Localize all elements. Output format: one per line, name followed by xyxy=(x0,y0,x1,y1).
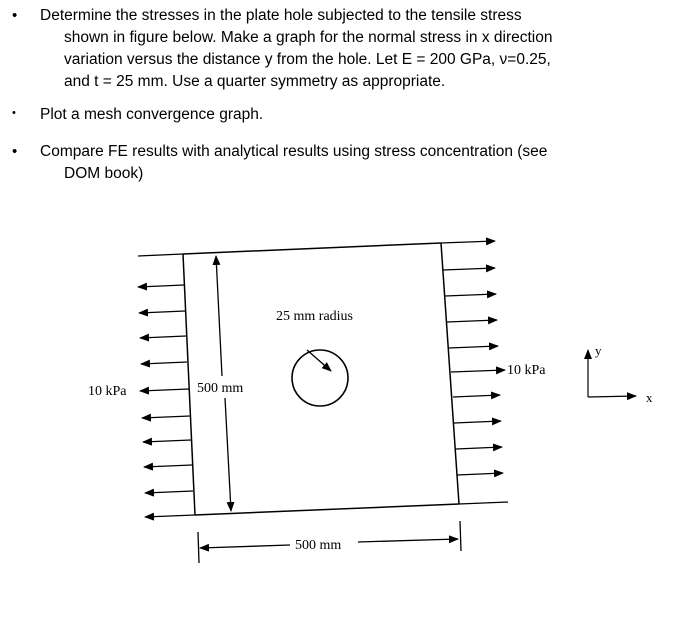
bullet-dot: • xyxy=(12,143,18,160)
text-line: and t = 25 mm. Use a quarter symmetry as appropriate. xyxy=(64,73,446,90)
text-line: Determine the stresses in the plate hole subjected to the tensile stress xyxy=(40,7,522,24)
text-line: variation versus the distance y from the hole. Let E = 200 GPa, ν=0.25, xyxy=(64,51,551,68)
plate-outline xyxy=(183,243,459,515)
bullet-dot: • xyxy=(12,107,16,119)
hole-circle xyxy=(292,350,348,406)
hole-radius-label: 25 mm radius xyxy=(276,309,353,324)
text-line: shown in figure below. Make a graph for the normal stress in x direction xyxy=(64,29,553,46)
text-line: Plot a mesh convergence graph. xyxy=(40,106,264,123)
left-load-label: 10 kPa xyxy=(88,384,127,399)
right-traction-arrows xyxy=(443,268,505,475)
hole-radius-leader xyxy=(307,350,331,371)
height-dimension-label: 500 mm xyxy=(197,381,244,396)
text-line: Compare FE results with analytical results using stress concentration (see xyxy=(40,143,548,160)
axis-y-label: y xyxy=(595,343,602,358)
axis-x-label: x xyxy=(646,390,653,405)
left-traction-arrows xyxy=(138,285,193,493)
right-load-label: 10 kPa xyxy=(507,363,546,378)
width-dimension-label: 500 mm xyxy=(295,538,342,553)
bullet-dot: • xyxy=(12,7,18,24)
text-line: DOM book) xyxy=(64,165,144,182)
